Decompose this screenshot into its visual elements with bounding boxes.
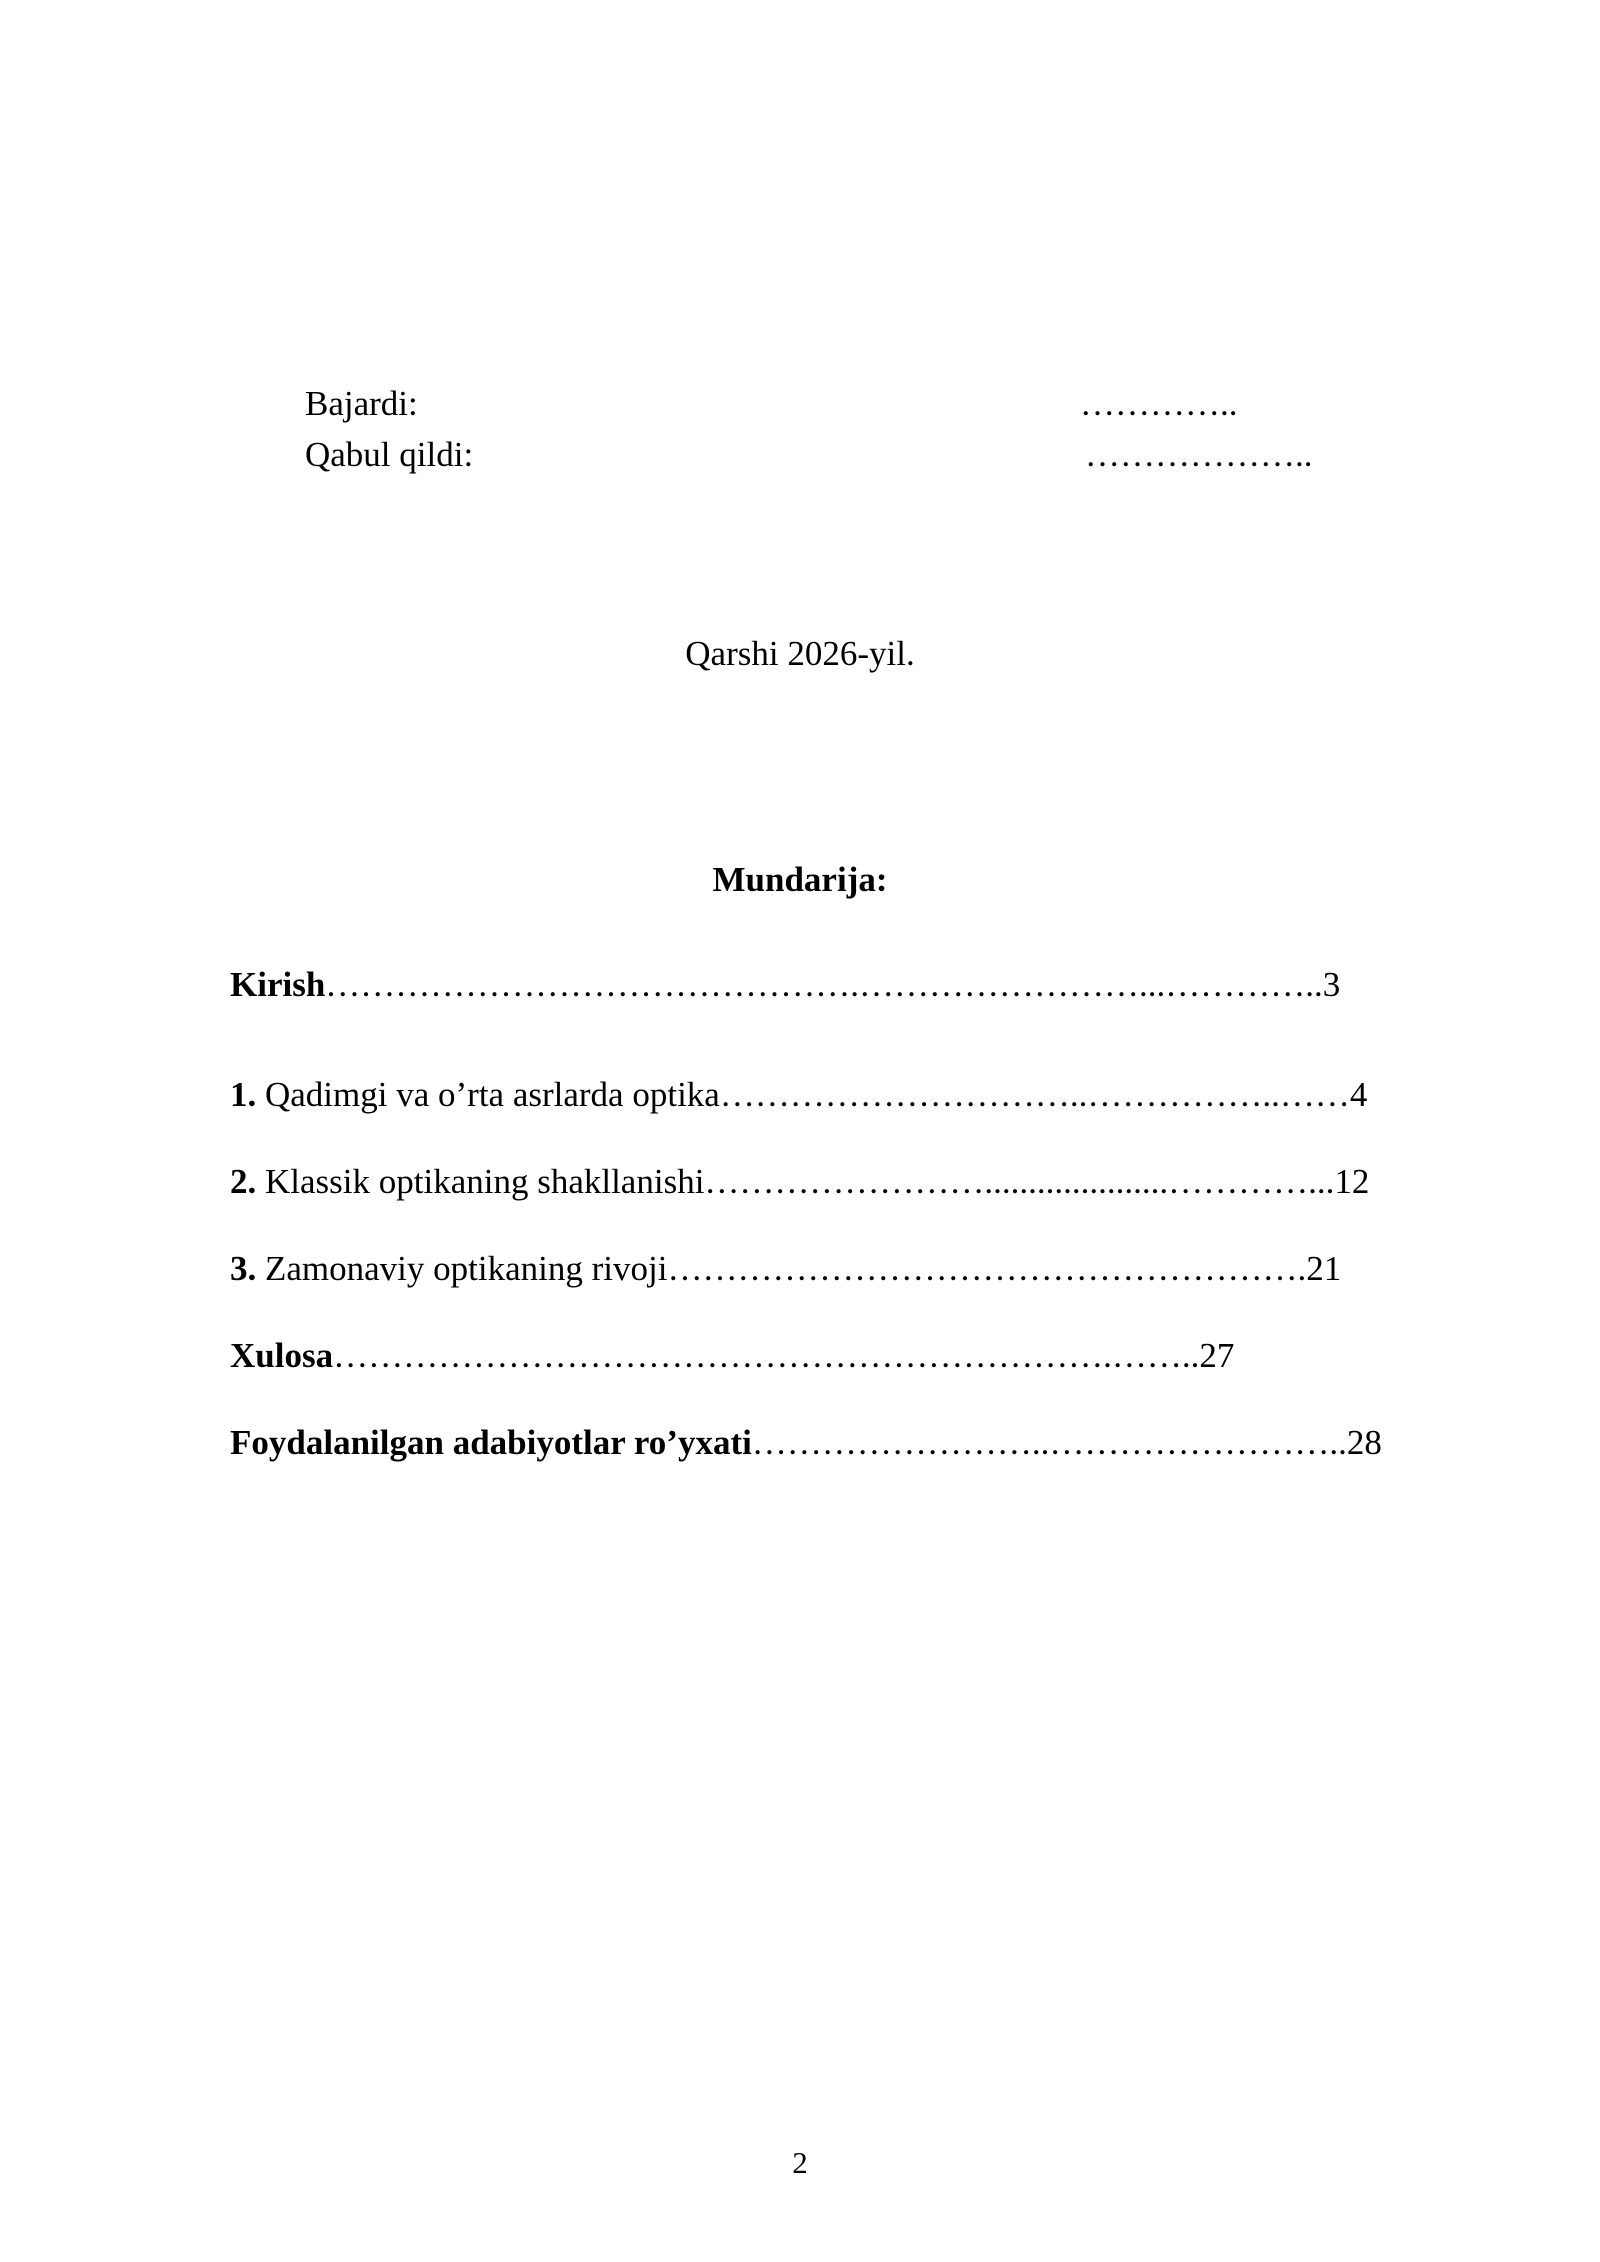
toc-entry-dots: ……………………..……………………..	[751, 1423, 1347, 1462]
toc-entry-dots: …………………………..……………..……	[719, 1075, 1350, 1114]
toc-entry-title: Qadimgi va o’rta asrlarda optika	[256, 1075, 720, 1114]
toc-entry-references	[230, 1421, 1508, 1465]
toc-entry-conclusion	[230, 1334, 1508, 1378]
toc-entry-page: 3	[1322, 965, 1341, 1004]
toc-title: Mundarija:	[712, 860, 888, 899]
toc-entry-page: 27	[1199, 1336, 1235, 1375]
toc-entry-introduction	[230, 963, 1508, 1007]
toc-entry-dots: ………………………………………………………….……..	[333, 1336, 1200, 1375]
toc-entry-chapter-2	[230, 1160, 1508, 1204]
toc-entry-title: Klassik optikaning shakllanishi	[256, 1162, 705, 1201]
toc-entry-title: Xulosa	[230, 1336, 334, 1375]
toc-entry-number: 3.	[230, 1249, 257, 1288]
toc-entry-dots: ……………………………………….……………………...…………..	[325, 965, 1323, 1004]
accepted-by-label: Qabul qildi:	[305, 435, 474, 474]
toc-entry-number: 2.	[230, 1162, 257, 1201]
accepted-by-row	[305, 433, 1313, 477]
city-year: Qarshi 2026-yil.	[685, 634, 915, 673]
page-number: 2	[792, 2145, 808, 2180]
toc-entry-title: Kirish	[230, 965, 326, 1004]
toc-entry-dots: ……………………………………………….	[667, 1249, 1307, 1288]
toc-entry-page: 28	[1346, 1423, 1382, 1462]
toc-entry-page: 21	[1306, 1249, 1342, 1288]
toc-entry-page: 4	[1349, 1075, 1368, 1114]
toc-entry-dots: …………………….....................…………...	[704, 1162, 1335, 1201]
toc-entry-page: 12	[1334, 1162, 1370, 1201]
toc-entry-title: Foydalanilgan adabiyotlar ro’yxati	[230, 1423, 752, 1462]
toc-entry-chapter-3	[230, 1247, 1508, 1291]
toc-entry-chapter-1	[230, 1073, 1508, 1117]
performed-by-label: Bajardi:	[305, 384, 418, 423]
toc-entry-title: Zamonaviy optikaning rivoji	[256, 1249, 668, 1288]
toc-entry-number: 1.	[230, 1075, 257, 1114]
accepted-by-value: ………………..	[1085, 435, 1313, 474]
performed-by-row	[305, 382, 1305, 426]
performed-by-value: …………..	[1080, 384, 1238, 423]
